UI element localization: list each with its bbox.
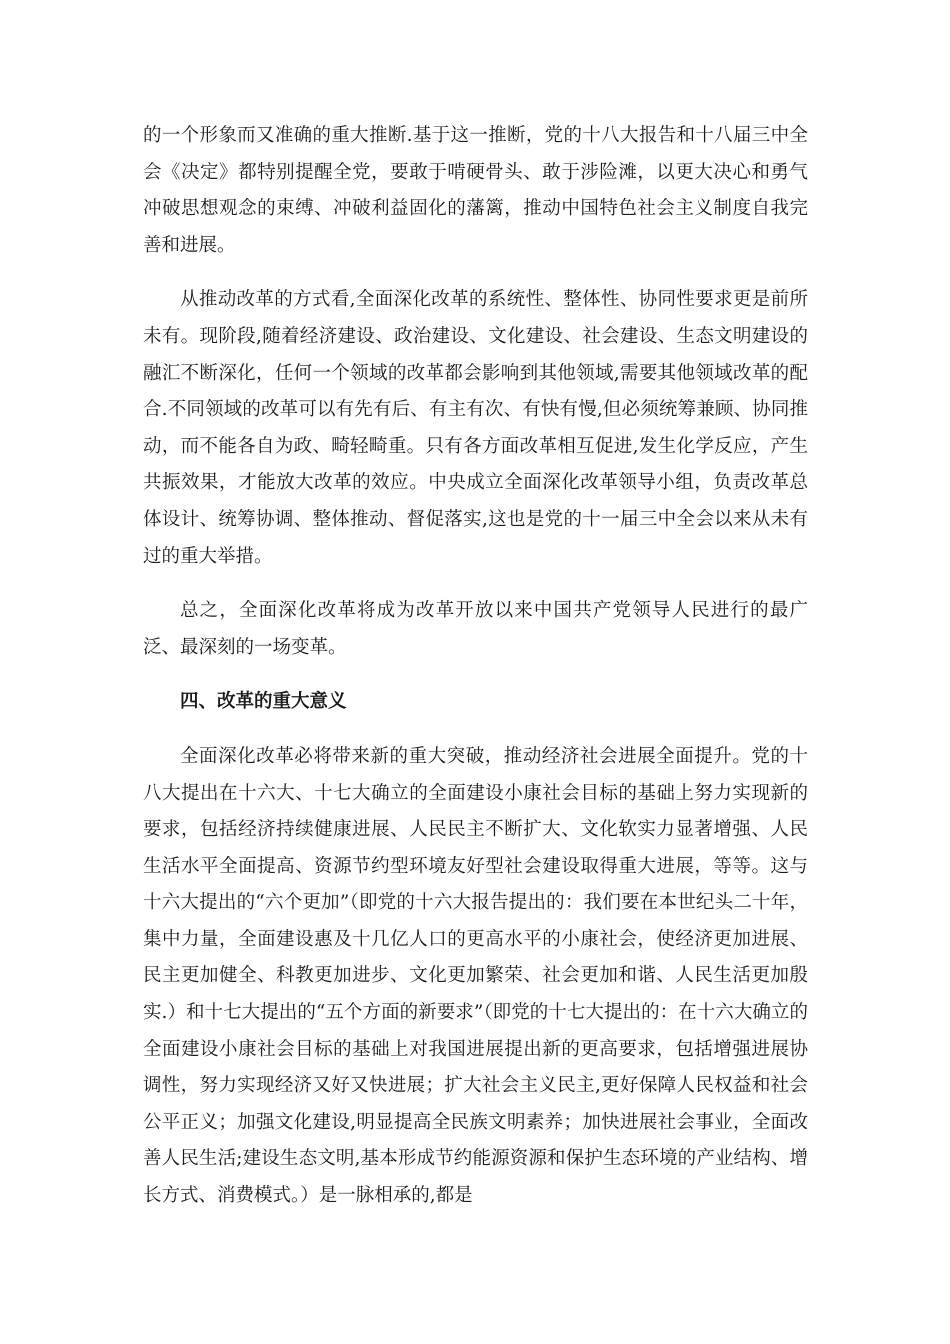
section-heading: 四、改革的重大意义 [180,691,347,713]
document-page [143,118,808,1233]
paragraph-3: 总之，全面深化改革将成为改革开放以来中国共产党领导人民进行的最广泛、最深刻的一场变革。 [143,600,808,658]
paragraph-2: 从推动改革的方式看,全面深化改革的系统性、整体性、协同性要求更是前所未有。现阶段,随着经济建设、政治建设、文化建设、社会建设、生态文明建设的融汇不断深化，任何一个领域的改革都会影响到其他领域,需要其他领域改革的配合.不同领域的改革可以有先有后、有主有次、有快有慢,但必须统筹兼顾、协同推动，而不能各自为政、畸轻畸重。只有各方面改革相互促进,发生化学反应，产生共振效果，才能放大改革的效应。中央成立全面深化改革领导小组，负责改革总体设计、统筹协调、整体推动、督促落实,这也是党的十一届三中全会以来从未有过的重大举措。 [143,289,808,567]
paragraph-1: 的一个形象而又准确的重大推断.基于这一推断，党的十八大报告和十八届三中全会《决定》都特别提醒全党，要敢于啃硬骨头、敢于涉险滩，以更大决心和勇气冲破思想观念的束缚、冲破利益固化的藩篱，推动中国特色社会主义制度自我完善和进展。 [143,125,808,256]
paragraph-4: 全面深化改革必将带来新的重大突破，推动经济社会进展全面提升。党的十八大提出在十六大、十七大确立的全面建设小康社会目标的基础上努力实现新的要求，包括经济持续健康进展、人民民主不断扩大、文化软实力显著增强、人民生活水平全面提高、资源节约型环境友好型社会建设取得重大进展，等等。这与十六大提出的“六个更加”（即党的十六大报告提出的：我们要在本世纪头二十年，集中力量，全面建设惠及十几亿人口的更高水平的小康社会，使经济更加进展、民主更加健全、科教更加进步、文化更加繁荣、社会更加和谐、人民生活更加殷实.）和十七大提出的“五个方面的新要求”（即党的十七大提出的：在十六大确立的全面建设小康社会目标的基础上对我国进展提出新的更高要求，包括增强进展协调性，努力实现经济又好又快进展；扩大社会主义民主,更好保障人民权益和社会公平正义；加强文化建设,明显提高全民族文明素养；加快进展社会事业，全面改善人民生活;建设生态文明,基本形成节约能源资源和保护生态环境的产业结构、增长方式、消费模式。）是一脉相承的,都是 [143,745,808,1207]
